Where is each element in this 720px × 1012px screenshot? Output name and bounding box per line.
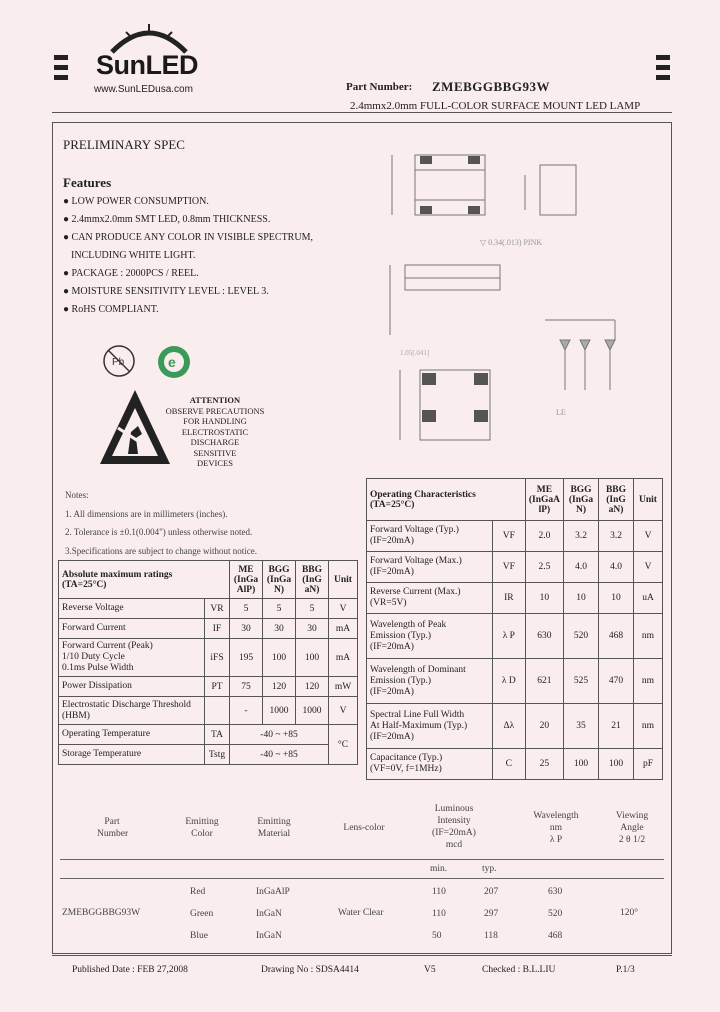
table-row <box>367 614 663 659</box>
param-cell: Electrostatic Discharge Threshold (HBM) <box>59 697 205 725</box>
range-cell: -40 ~ +85 <box>230 745 329 765</box>
bbg-cell: 30 <box>296 619 329 639</box>
symbol-cell: Δλ <box>492 704 525 749</box>
table-title-line: Absolute maximum ratings <box>62 569 173 580</box>
feature-item: ● 2.4mmx2.0mm SMT LED, 0.8mm THICKNESS. <box>63 214 271 225</box>
me-cell: 5 <box>230 599 263 619</box>
product-description: 2.4mmx2.0mm FULL-COLOR SURFACE MOUNT LED LAMP <box>350 100 641 112</box>
symbol-cell: λ D <box>492 659 525 704</box>
attention-line: DISCHARGE <box>190 437 240 447</box>
note-item: 1. All dimensions are in millimeters (inches). <box>65 508 228 519</box>
param-cell: Power Dissipation <box>59 677 205 697</box>
feature-item: ● PACKAGE : 2000PCS / REEL. <box>63 268 199 279</box>
bgg-cell: 120 <box>263 677 296 697</box>
feature-item: ● MOISTURE SENSITIVITY LEVEL : LEVEL 3. <box>63 286 269 297</box>
bgg-cell: 5 <box>263 599 296 619</box>
footer-rule <box>52 955 672 956</box>
checked-by: Checked : B.L.LIU <box>482 965 556 975</box>
param-cell: Reverse Voltage <box>59 599 205 619</box>
attention-line: SENSITIVE <box>193 447 237 458</box>
header-viewing-angle: Viewing Angle 2 θ 1/2 <box>615 811 649 845</box>
unit-cell: mA <box>329 619 358 639</box>
svg-text:e: e <box>168 354 176 370</box>
header-min: min. <box>430 864 448 874</box>
selection-lens-color: Water Clear <box>338 908 384 918</box>
selection-color: Red <box>190 887 206 897</box>
param-cell: Wavelength of Dominant Emission (Typ.) (IF=20mA) <box>367 659 493 704</box>
bbg-cell: 100 <box>599 749 634 780</box>
bbg-cell: 3.2 <box>599 521 634 552</box>
right-margin-marks <box>656 55 670 85</box>
bbg-cell: 5 <box>296 599 329 619</box>
param-cell: Forward Voltage (Typ.) (IF=20mA) <box>367 521 493 552</box>
table-header-row <box>59 561 358 599</box>
symbol-cell: IF <box>205 619 230 639</box>
column-header: ME (InGa AlP) <box>230 561 263 599</box>
dimension-label: 1.05[.041] <box>400 349 430 357</box>
symbol-cell: λ P <box>492 614 525 659</box>
absolute-ratings-table <box>58 560 358 765</box>
header-lens-color: Lens-color <box>343 823 385 833</box>
unit-cell: pF <box>634 749 663 780</box>
table-title <box>367 479 526 521</box>
param-cell: Forward Current <box>59 619 205 639</box>
unit-cell: V <box>634 552 663 583</box>
bbg-cell: 21 <box>599 704 634 749</box>
company-url[interactable]: www.SunLEDusa.com <box>94 84 193 95</box>
attention-title: ATTENTION <box>189 395 241 405</box>
bgg-cell: 520 <box>564 614 599 659</box>
selection-part-number: ZMEBGGBBG93W <box>62 908 141 918</box>
bbg-cell: 120 <box>296 677 329 697</box>
header-wavelength: Wavelength nm λ P <box>533 811 579 845</box>
table-row <box>367 552 663 583</box>
attention-line: FOR HANDLING <box>183 416 247 426</box>
operating-characteristics-table <box>366 478 663 780</box>
feature-item: ● CAN PRODUCE ANY COLOR IN VISIBLE SPECTRUM, <box>63 232 313 243</box>
bgg-cell: 35 <box>564 704 599 749</box>
table-row <box>367 704 663 749</box>
param-cell: Reverse Current (Max.) (VR=5V) <box>367 583 493 614</box>
unit-cell: mA <box>329 639 358 677</box>
notes-title: Notes: <box>65 490 89 500</box>
feature-item: ● RoHS COMPLIANT. <box>63 304 159 315</box>
param-cell: Spectral Line Full Width At Half-Maximum (Typ.) (IF=20mA) <box>367 704 493 749</box>
header-divider <box>52 112 672 113</box>
bbg-cell: 100 <box>296 639 329 677</box>
me-cell: 195 <box>230 639 263 677</box>
column-header: BBG (InG aN) <box>296 561 329 599</box>
pb-free-icon <box>101 343 137 379</box>
attention-notice <box>155 395 275 469</box>
column-header: BGG (InGa N) <box>564 479 599 521</box>
cathode-label: LE <box>556 408 566 417</box>
symbol-cell: PT <box>205 677 230 697</box>
published-date: Published Date : FEB 27,2008 <box>72 965 188 975</box>
left-margin-marks <box>54 55 68 85</box>
symbol-cell: VF <box>492 552 525 583</box>
table-row <box>59 745 358 765</box>
symbol-cell: VF <box>492 521 525 552</box>
column-header: BBG (InG aN) <box>599 479 634 521</box>
notes <box>65 486 257 560</box>
header-luminous-intensity: Luminous Intensity (IF=20mA) mcd <box>432 804 476 850</box>
table-row <box>59 599 358 619</box>
me-cell: - <box>230 697 263 725</box>
svg-text:Pb: Pb <box>112 357 125 368</box>
selection-typ: 297 <box>484 909 499 919</box>
me-cell: 630 <box>525 614 563 659</box>
feature-item: INCLUDING WHITE LIGHT. <box>71 250 196 261</box>
note-item: 2. Tolerance is ±0.1(0.004") unless otherwise noted. <box>65 527 253 537</box>
selection-wavelength: 630 <box>548 887 563 897</box>
selection-color: Blue <box>190 931 208 941</box>
unit-cell: V <box>329 697 358 725</box>
bbg-cell: 1000 <box>296 697 329 725</box>
version: V5 <box>424 965 436 975</box>
selection-material: InGaAlP <box>256 887 290 897</box>
bbg-cell: 4.0 <box>599 552 634 583</box>
header-emitting-color: Emitting Color <box>185 817 219 839</box>
attention-line: ELECTROSTATIC <box>181 426 249 437</box>
selection-min: 50 <box>432 931 442 941</box>
company-logo: SunLED <box>96 50 198 80</box>
bgg-cell: 10 <box>564 583 599 614</box>
me-cell: 75 <box>230 677 263 697</box>
header-emitting-material: Emitting Material <box>257 817 291 839</box>
unit-cell: V <box>634 521 663 552</box>
bbg-cell: 468 <box>599 614 634 659</box>
spec-title: PRELIMINARY SPEC <box>63 137 185 152</box>
package-drawing <box>380 135 660 460</box>
selection-typ: 207 <box>484 887 499 897</box>
selection-wavelength: 520 <box>548 909 563 919</box>
me-cell: 2.5 <box>525 552 563 583</box>
column-header: BGG (InGa N) <box>263 561 296 599</box>
unit-cell: mW <box>329 677 358 697</box>
column-header: Unit <box>329 561 358 599</box>
features-list <box>63 193 363 319</box>
table-title-line: (TA=25°C) <box>62 579 107 590</box>
selection-wavelength: 468 <box>548 931 563 941</box>
drawing-number: Drawing No : SDSA4414 <box>261 965 359 975</box>
attention-line: OBSERVE PRECAUTIONS <box>165 405 265 416</box>
selection-color: Green <box>190 909 214 919</box>
selection-rule <box>60 859 664 860</box>
feature-item: ● LOW POWER CONSUMPTION. <box>63 196 209 207</box>
part-number: ZMEBGGBBG93W <box>432 79 550 94</box>
me-cell: 10 <box>525 583 563 614</box>
rohs-e-icon <box>155 343 193 381</box>
me-cell: 20 <box>525 704 563 749</box>
part-number-label: Part Number: <box>346 81 413 93</box>
table-row <box>59 677 358 697</box>
bgg-cell: 4.0 <box>564 552 599 583</box>
unit-cell: nm <box>634 704 663 749</box>
param-cell: Storage Temperature <box>59 745 205 765</box>
unit-cell: nm <box>634 614 663 659</box>
bbg-cell: 10 <box>599 583 634 614</box>
selection-material: InGaN <box>256 931 282 941</box>
range-cell: -40 ~ +85 <box>230 725 329 745</box>
table-row <box>59 697 358 725</box>
selection-typ: 118 <box>484 931 498 941</box>
unit-cell: uA <box>634 583 663 614</box>
table-row <box>367 659 663 704</box>
column-header: Unit <box>634 479 663 521</box>
symbol-cell: C <box>492 749 525 780</box>
me-cell: 2.0 <box>525 521 563 552</box>
symbol-cell: iFS <box>205 639 230 677</box>
header-typ: typ. <box>482 864 497 874</box>
column-header: ME (InGaA lP) <box>525 479 563 521</box>
bgg-cell: 30 <box>263 619 296 639</box>
unit-cell: V <box>329 599 358 619</box>
selection-min: 110 <box>432 887 446 897</box>
unit-cell: nm <box>634 659 663 704</box>
me-cell: 25 <box>525 749 563 780</box>
table-row <box>367 583 663 614</box>
table-row <box>59 725 358 745</box>
table-row <box>59 639 358 677</box>
table-header-row <box>367 479 663 521</box>
symbol-cell <box>205 697 230 725</box>
bgg-cell: 525 <box>564 659 599 704</box>
param-cell: Forward Current (Peak) 1/10 Duty Cycle 0.1ms Pulse Width <box>59 639 205 677</box>
selection-rule <box>60 878 664 879</box>
me-cell: 30 <box>230 619 263 639</box>
param-cell: Operating Temperature <box>59 725 205 745</box>
table-title-line: (TA=25°C) <box>370 499 415 510</box>
bbg-cell: 470 <box>599 659 634 704</box>
bgg-cell: 1000 <box>263 697 296 725</box>
table-row <box>59 619 358 639</box>
symbol-cell: VR <box>205 599 230 619</box>
table-row <box>367 749 663 780</box>
selection-material: InGaN <box>256 909 282 919</box>
features-title: Features <box>63 175 112 190</box>
bgg-cell: 100 <box>564 749 599 780</box>
drawing-note: ▽ 0.34(.013) PINK <box>480 238 543 247</box>
param-cell: Forward Voltage (Max.) (IF=20mA) <box>367 552 493 583</box>
unit-cell: °C <box>329 725 358 765</box>
param-cell: Capacitance (Typ.) (VF=0V, f=1MHz) <box>367 749 493 780</box>
table-title-line: Operating Characteristics <box>370 489 476 500</box>
table-title <box>59 561 230 599</box>
me-cell: 621 <box>525 659 563 704</box>
selection-guide <box>52 800 672 950</box>
table-row <box>367 521 663 552</box>
bgg-cell: 100 <box>263 639 296 677</box>
bgg-cell: 3.2 <box>564 521 599 552</box>
header-part-number: Part Number <box>97 817 129 839</box>
page-number: P.1/3 <box>616 965 635 975</box>
note-item: 3.Specifications are subject to change without notice. <box>65 545 257 556</box>
selection-viewing-angle: 120° <box>620 908 639 918</box>
symbol-cell: IR <box>492 583 525 614</box>
symbol-cell: Tstg <box>205 745 230 765</box>
selection-min: 110 <box>432 909 446 919</box>
attention-line: DEVICES <box>197 458 233 468</box>
symbol-cell: TA <box>205 725 230 745</box>
param-cell: Wavelength of Peak Emission (Typ.) (IF=20mA) <box>367 614 493 659</box>
